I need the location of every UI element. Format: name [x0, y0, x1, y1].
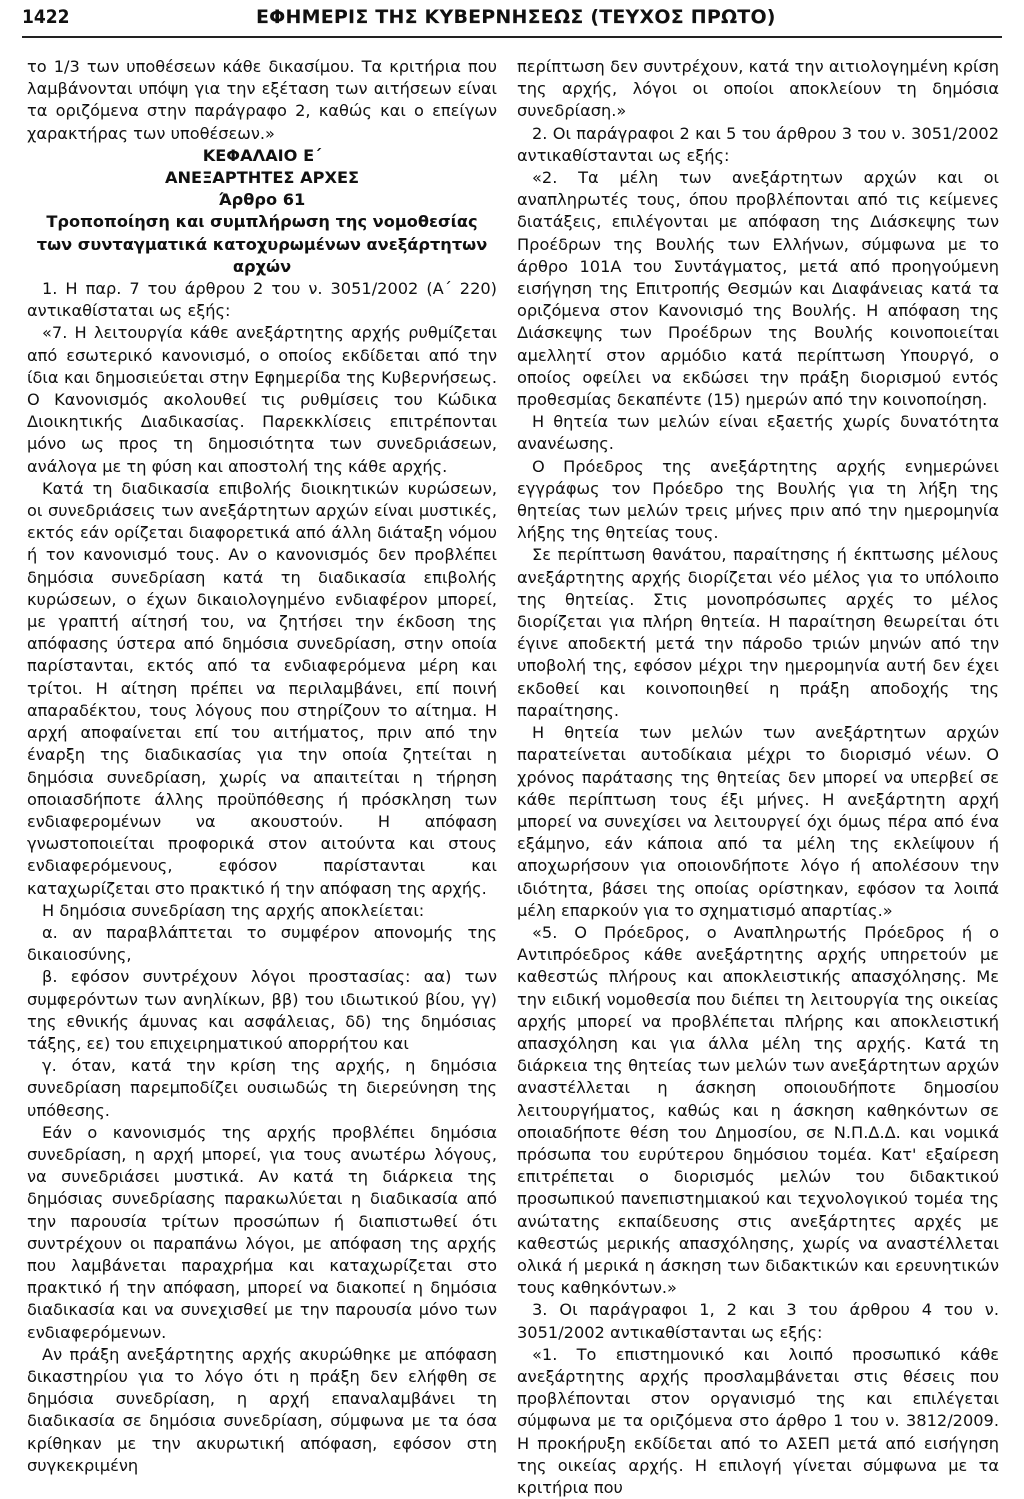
paragraph: Σε περίπτωση θανάτου, παραίτησης ή έκπτωσης μέλους ανεξάρτητης αρχής διορίζεται νέο μέλος για το υπόλοιπο της θητείας. Στις μονοπρόσωπες αρχές το μέλος διορίζεται για πλήρη θητεία. Η παραίτηση θεωρείται ότι έγινε αποδεκτή μετά την πάροδο τριών μηνών από την υποβολή της, εφόσον μέχρι την ημερομηνία αυτή δεν έχει εκδοθεί και κοινοποιηθεί η πράξη αποδοχής της παραίτησης.	[517, 545, 999, 720]
intro-paragraph: το 1/3 των υποθέσεων κάθε δικασίμου. Τα κριτήρια που λαμβάνονται υπόψη για την εξέταση των αιτήσεων είναι τα οριζόμενα στην παράγραφο 2, καθώς και ο επείγων χαρακτήρας των υποθέσεων.»	[27, 57, 497, 143]
paragraph: «1. Το επιστημονικό και λοιπό προσωπικό κάθε ανεξάρτητης αρχής προσλαμβάνεται στις θέσεις που προβλέπονται στον οργανισμό της και επιλέγεται σύμφωνα με τα οριζόμενα στο άρθρο 1 του ν. 3812/2009. Η προκήρυξη εκδίδεται από το ΑΣΕΠ μετά από εισήγηση της οικείας αρχής. Η επιλογή γίνεται σύμφωνα με τα κριτήρια που	[517, 1344, 999, 1497]
paragraph: «2. Τα μέλη των ανεξάρτητων αρχών και οι αναπληρωτές τους, όπου προβλέπονται από τις κείμενες διατάξεις, επιλέγονται με απόφαση της Διάσκεψης των Προέδρων της Βουλής των Ελλήνων, σύμφωνα με το άρθρο 101Α του Συντάγματος, μετά από προηγούμενη εισήγηση της Επιτροπής Θεσμών και Διαφάνειας κατά τα οριζόμενα στον Κανονισμό της Βουλής. Η απόφαση της Διάσκεψης των Προέδρων της Βουλής κοινοποιείται αμελλητί στον αρμόδιο κατά περίπτωση Υπουργό, ο οποίος οφείλει να εκδώσει την πράξη διορισμού εντός προθεσμίας δεκαπέντε (15) ημερών από την κοινοποίηση.	[517, 168, 999, 410]
paragraph: Η θητεία των μελών των ανεξάρτητων αρχών παρατείνεται αυτοδίκαια μέχρι το διορισμό νέων. Ο χρόνος παράτασης της θητείας δεν μπορεί να υπερβεί σε κάθε περίπτωση τους έξι μήνες. Η ανεξάρτητη αρχή μπορεί να συνεχίσει να λειτουργεί όχι όμως πέρα από ένα εξάμηνο, εάν κάποια από τα μέλη της εκλείψουν ή αποχωρήσουν για οποιονδήποτε λόγο ή απολέσουν την ιδιότητα, βάσει της οποίας ορίστηκαν, εφόσον τα λοιπά μέλη επαρκούν για το σχηματισμό απαρτίας.»	[517, 723, 999, 920]
paragraph: Αν πράξη ανεξάρτητης αρχής ακυρώθηκε με απόφαση δικαστηρίου για το λόγο ότι η πράξη δεν ελήφθη σε δημόσια συνεδρίαση, η αρχή επαναλαμβάνει τη διαδικασία σε δημόσια συνεδρίαση, σύμφωνα με τα όσα κρίθηκαν με την ακυρωτική απόφαση, εφόσον στη συγκεκριμένη	[27, 1344, 497, 1475]
paragraph: 2. Οι παράγραφοι 2 και 5 του άρθρου 3 του ν. 3051/2002 αντικαθίστανται ως εξής:	[517, 123, 999, 165]
paragraph: β. εφόσον συντρέχουν λόγοι προστασίας: αα) των συμφερόντων των ανηλίκων, ββ) του ιδιωτικού βίου, γγ) της εθνικής άμυνας και ασφάλειας, δδ) της δημόσιας τάξης, εε) του επιχειρηματικού απορρήτου και	[27, 967, 497, 1053]
paragraph: Η θητεία των μελών είναι εξαετής χωρίς δυνατότητα ανανέωσης.	[517, 412, 999, 454]
page-number: 1422	[22, 6, 70, 28]
paragraph: «7. Η λειτουργία κάθε ανεξάρτητης αρχής ρυθμίζεται από εσωτερικό κανονισμό, ο οποίος εκδίδεται από την ίδια και δημοσιεύεται στην Εφημερίδα της Κυβερνήσεως. Ο Κανονισμός ακολουθεί τις ρυθμίσεις του Κώδικα Διοικητικής Διαδικασίας. Παρεκκλίσεις επιτρέπονται μόνο ως προς τη δημοσιότητα των συνεδριάσεων, ανάλογα με τη φύση και αποστολή της κάθε αρχής.	[27, 323, 497, 476]
paragraph: περίπτωση δεν συντρέχουν, κατά την αιτιολογημένη κρίση της αρχής, λόγοι οι οποίοι αποκλείουν τη δημόσια συνεδρίαση.»	[517, 57, 999, 121]
article-title: Άρθρο 61	[218, 190, 306, 210]
paragraph: «5. Ο Πρόεδρος, ο Αναπληρωτής Πρόεδρος ή ο Αντιπρόεδρος κάθε ανεξάρτητης αρχής υπηρετούν με καθεστώς πλήρους και αποκλειστικής απασχόλησης. Με την ειδική νομοθεσία που διέπει τη λειτουργία της οικείας αρχής μπορεί να προβλέπεται πλήρης και αποκλειστική απασχόληση και για άλλα μέλη της αρχής. Κατά τη διάρκεια της θητείας των μελών των ανεξάρτητων αρχών αναστέλλεται η άσκηση οποιουδήποτε δημοσίου λειτουργήματος, καθώς και η άσκηση καθηκόντων σε οποιαδήποτε θέση του Δημοσίου, σε Ν.Π.Δ.Δ. και νομικά πρόσωπα του ευρύτερου δημόσιου τομέα. Κατ' εξαίρεση επιτρέπεται ο διορισμός μελών του διδακτικού προσωπικού πανεπιστημιακού και τεχνολογικού τομέα της ανώτατης εκπαίδευσης στις ανεξάρτητες αρχές με καθεστώς μερικής απασχόλησης, χωρίς να αναστέλλεται ολικά ή μερικά η άσκηση των διδακτικών και ερευνητικών τους καθηκόντων.»	[517, 922, 999, 1298]
article-subtitle: Τροποποίηση και συμπλήρωση της νομοθεσίας των συνταγματικά κατοχυρωμένων ανεξάρτητων αρχών	[36, 212, 488, 276]
paragraph: γ. όταν, κατά την κρίση της αρχής, η δημόσια συνεδρίαση παρεμποδίζει ουσιωδώς τη διερεύνηση της υπόθεσης.	[27, 1056, 497, 1120]
left-column	[27, 56, 497, 1476]
paragraph: Ο Πρόεδρος της ανεξάρτητης αρχής ενημερώνει εγγράφως τον Πρόεδρο της Βουλής για τη λήξη της θητείας των μελών τρεις μήνες πριν από την ημερομηνία λήξης της θητείας τους.	[517, 456, 999, 543]
paragraph: α. αν παραβλάπτεται το συμφέρον απονομής της δικαιοσύνης,	[27, 922, 497, 965]
paragraph: 3. Οι παράγραφοι 1, 2 και 3 του άρθρου 4 του ν. 3051/2002 αντικαθίστανται ως εξής:	[517, 1300, 999, 1342]
paragraph: Η δημόσια συνεδρίαση της αρχής αποκλείεται:	[42, 900, 425, 920]
journal-title: ΕΦΗΜΕΡΙΣ ΤΗΣ ΚΥΒΕΡΝΗΣΕΩΣ (ΤΕΥΧΟΣ ΠΡΩΤΟ)	[256, 6, 776, 28]
paragraph: Εάν ο κανονισμός της αρχής προβλέπει δημόσια συνεδρίαση, η αρχή μπορεί, για τους ανωτέρω λόγους, να συνεδριάσει μυστικά. Αν κατά τη διάρκεια της δημόσιας συνεδρίασης παρακωλύεται η διαδικασία από την παρουσία τρίτων προσώπων ή διαπιστωθεί ότι συντρέχουν οι παραπάνω λόγοι, με απόφαση της αρχής που λαμβάνεται παραχρήμα και καταχωρίζεται στο πρακτικό ή την απόφαση, μπορεί να διακοπεί η δημόσια διαδικασία και να συνεχισθεί με την παρουσία μόνο των ενδιαφερόμενων.	[27, 1122, 497, 1342]
page-header	[22, 6, 1002, 38]
chapter-title: ΚΕΦΑΛΑΙΟ Ε΄	[202, 145, 322, 165]
right-column	[517, 56, 999, 1497]
chapter-subtitle: ΑΝΕΞΑΡΤΗΤΕΣ ΑΡΧΕΣ	[164, 168, 360, 188]
paragraph: 1. Η παρ. 7 του άρθρου 2 του ν. 3051/2002 (Α΄ 220) αντικαθίσταται ως εξής:	[27, 279, 497, 321]
paragraph: Κατά τη διαδικασία επιβολής διοικητικών κυρώσεων, οι συνεδριάσεις των ανεξάρτητων αρχών είναι μυστικές, εκτός εάν ορίζεται διαφορετικά από άλλη διάταξη νόμου ή τον κανονισμό τους. Αν ο κανονισμός δεν προβλέπει δημόσια συνεδρίαση κατά τη διαδικασία επιβολής κυρώσεων, ο έχων δικαιολογημένο ενδιαφέρον μπορεί, με γραπτή αίτησή του, να ζητήσει την έκδοση της απόφασης ύστερα από δημόσια συνεδρίαση, στην οποία παρίστανται, εκτός από τα ενδιαφερόμενα μέρη και τρίτοι. Η αίτηση πρέπει να περιλαμβάνει, επί ποινή απαραδέκτου, τους λόγους που στηρίζουν το αίτημα. Η αρχή αποφαίνεται επί του αιτήματος, πριν από την έναρξη της διαδικασίας για την οποία ζητείται η δημόσια συνεδρίαση, χωρίς να απαιτείται η τήρηση οποιασδήποτε άλλης προϋπόθεσης ή πρόσκληση των ενδιαφερομένων να ακουστούν. Η απόφαση γνωστοποιείται προφορικά στον αιτούντα και στους ενδιαφερόμενους, εφόσον παρίστανται και καταχωρίζεται στο πρακτικό ή την απόφαση της αρχής.	[27, 478, 497, 898]
